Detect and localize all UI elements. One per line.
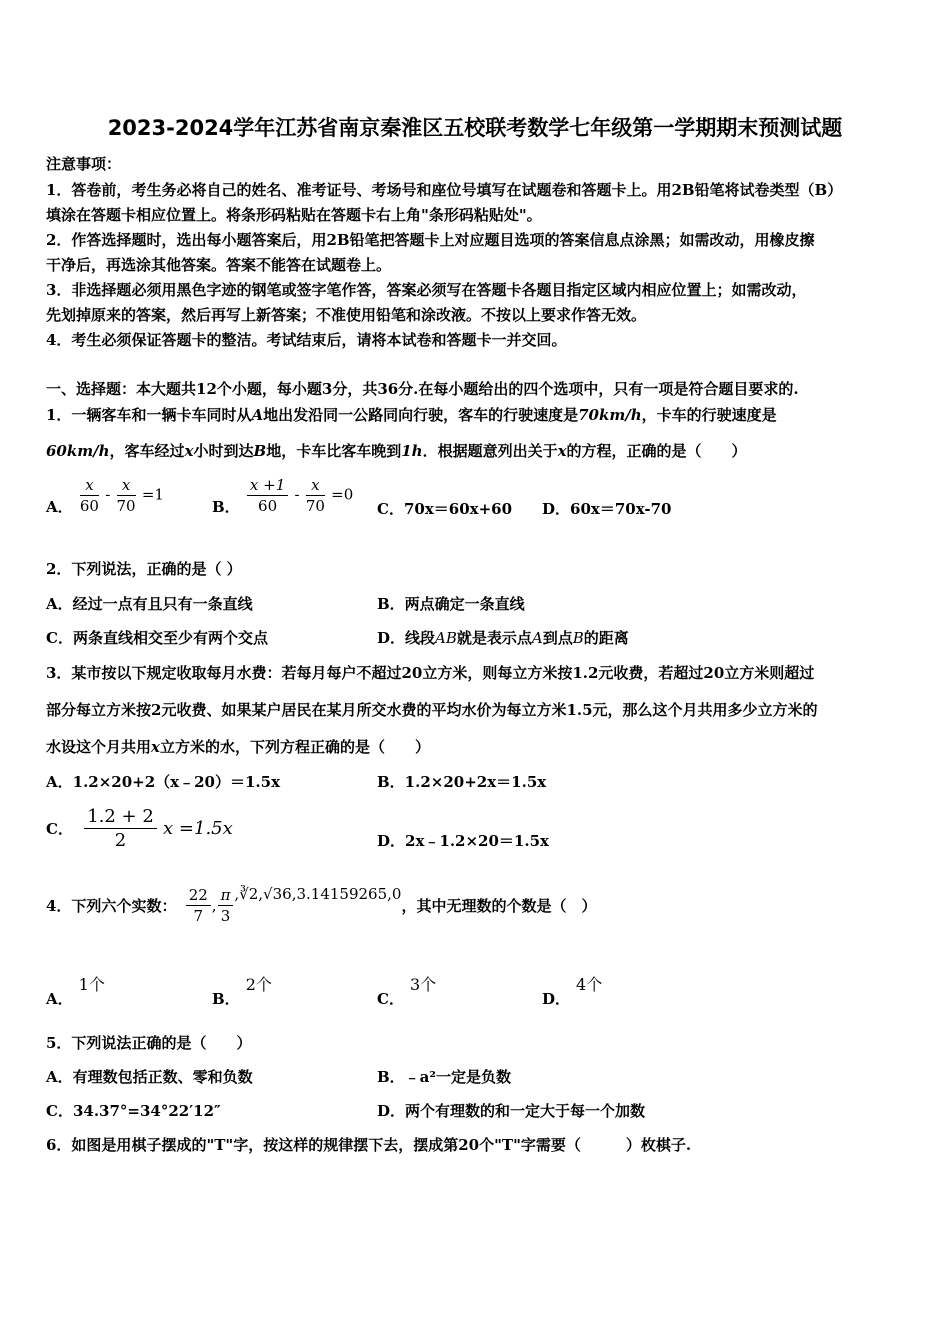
q5-stem: 5．下列说法正确的是（ ） (46, 1034, 252, 1052)
q1-option-b-frac-1-den: 60 (258, 497, 278, 515)
q4-option-b-label: B． (212, 990, 240, 1008)
q4-option-c-label: C． (377, 990, 404, 1008)
notice-line-4: 干净后，再选涂其他答案。答案不能答在试题卷上。 (46, 256, 392, 274)
q1-option-b-frac-2-den: 70 (305, 497, 325, 515)
q4-numbers: ,∛2,√36,3.14159265,0 (234, 884, 402, 903)
notice-heading: 注意事项： (46, 155, 122, 173)
q4-option-c[interactable] (377, 972, 437, 1008)
notice-line-3: 2．作答选择题时，选出每小题答案后，用2B铅笔把答题卡上对应题目选项的答案信息点涂黑；如需改动，用橡皮擦 (46, 231, 815, 249)
q1-option-a-eq: =1 (141, 485, 164, 504)
q4-option-a-label: A． (46, 990, 73, 1008)
q3-var-x: x (151, 738, 160, 756)
q1-option-a-frac-1-num: x (80, 476, 99, 496)
q1-option-a-frac-1-den: 60 (79, 497, 99, 515)
q1-option-b-label: B． (212, 498, 240, 516)
q4-comma: , (211, 896, 217, 915)
q1-option-b-frac-2 (306, 476, 325, 515)
q1-option-a[interactable] (46, 474, 164, 517)
q2-option-d-e: 到点 (542, 629, 573, 647)
q2-option-b[interactable]: B．两点确定一条直线 (377, 595, 525, 613)
q5-option-a[interactable]: A．有理数包括正数、零和负数 (46, 1068, 253, 1086)
q5-option-c[interactable]: C．34.37°=34°22′12″ (46, 1102, 221, 1120)
q2-option-d-c: 就是表示点 (456, 629, 532, 647)
q1-option-a-minus: - (105, 485, 111, 504)
q4-option-d-value: 4个 (576, 975, 603, 994)
q3-option-d[interactable]: D．2x﹣1.2×20＝1.5x (377, 832, 549, 850)
q2-option-d-g: 的距离 (583, 629, 629, 647)
q4-stem (46, 886, 596, 925)
notice-line-6: 先划掉原来的答案，然后再写上新答案；不准使用铅笔和涂改液。不按以上要求作答无效。 (46, 306, 647, 324)
notice-line-7: 4．考生必须保证答题卡的整洁。考试结束后，请将本试卷和答题卡一并交回。 (46, 331, 567, 349)
q3-option-c-rest: x =1.5x (163, 818, 233, 839)
q3-option-a[interactable]: A．1.2×20+2（x﹣20）＝1.5x (46, 773, 281, 791)
q1-option-b-frac-2-num: x (306, 476, 325, 496)
q1-option-b-eq: =0 (331, 485, 354, 504)
q4-option-a[interactable] (46, 972, 105, 1008)
q3-stem-line-3 (46, 736, 430, 757)
q3-text-c: 立方米的水，下列方程正确的是（ ） (159, 738, 430, 756)
q6-stem: 6．如图是用棋子摆成的"T"字，按这样的规律摆下去，摆成第20个"T"字需要（ ）枚棋子. (46, 1136, 692, 1154)
q3-stem-line-1: 3．某市按以下规定收取每月水费：若每月每户不超过20立方米，则每立方米按1.2元收费，若超过20立方米则超过 (46, 664, 815, 682)
q4-frac-pi-3-num: π (218, 886, 234, 906)
q2-option-d-point-b: B (572, 629, 584, 647)
q1-option-a-frac-2-num: x (117, 476, 136, 496)
q1-text-2b: ，客车经过 (109, 442, 185, 460)
q1-text-2f: 地，卡车比客车晚到 (266, 442, 402, 460)
q1-truck-speed: 60km/h (46, 442, 110, 460)
q3-text-a: 水设这个月共用 (46, 738, 152, 756)
q5-option-d[interactable]: D．两个有理数的和一定大于每一个加数 (377, 1102, 646, 1120)
q4-option-b[interactable] (212, 972, 272, 1008)
q1-text-a: 1．一辆客车和一辆卡车同时从 (46, 406, 252, 424)
q1-text-2j: 的方程，正确的是（ ） (566, 442, 747, 460)
page-title: 2023-2024学年江苏省南京秦淮区五校联考数学七年级第一学期期末预测试题 (107, 116, 843, 140)
q4-frac-22-7-num: 22 (186, 886, 211, 906)
q1-text-2d: 小时到达 (193, 442, 254, 460)
q4-stem-b: ，其中无理数的个数是（ ） (401, 897, 597, 915)
q1-text-c: 地出发沿同一公路同向行驶，客车的行驶速度是 (263, 406, 579, 424)
q1-late-time: 1h (401, 442, 423, 460)
q3-stem-line-2: 部分每立方米按2元收费、如果某户居民在某月所交水费的平均水价为每立方米1.5元，那么这个月共用多少立方米的 (46, 701, 818, 719)
q4-frac-22-7-den: 7 (193, 907, 203, 925)
q1-option-b-frac-1 (247, 476, 288, 515)
q3-option-c-frac-num: 1.2 + 2 (84, 806, 157, 829)
q4-frac-pi-3 (218, 886, 234, 925)
q1-stem-line-2 (46, 440, 747, 461)
q1-option-d[interactable]: D．60x＝70x-70 (542, 500, 672, 518)
q1-option-b[interactable] (212, 474, 353, 517)
q1-point-b: B (253, 442, 267, 460)
q2-option-d-point-a: A (531, 629, 543, 647)
q3-option-c-frac (84, 806, 157, 851)
q3-option-c-frac-den: 2 (114, 830, 127, 851)
q2-option-d-a: D．线段 (377, 629, 436, 647)
q4-option-b-value: 2个 (245, 975, 272, 994)
q4-option-c-value: 3个 (409, 975, 437, 994)
q2-stem: 2．下列说法，正确的是（ ） (46, 560, 242, 578)
q1-point-a: A (251, 406, 264, 424)
q2-option-c[interactable]: C．两条直线相交至少有两个交点 (46, 629, 268, 647)
notice-line-2: 填涂在答题卡相应位置上。将条形码粘贴在答题卡右上角"条形码粘贴处"。 (46, 206, 542, 224)
q1-option-a-frac-1 (80, 476, 99, 515)
q4-option-d[interactable] (542, 972, 603, 1008)
q3-option-c[interactable] (46, 806, 233, 851)
q1-option-a-label: A． (46, 498, 73, 516)
q2-option-a[interactable]: A．经过一点有且只有一条直线 (46, 595, 253, 613)
q1-option-b-frac-1-num: x +1 (247, 476, 288, 496)
q4-option-a-value: 1个 (78, 975, 105, 994)
q1-var-x-2: x (557, 442, 567, 460)
q1-option-b-minus: - (294, 485, 300, 504)
q1-option-a-frac-2 (117, 476, 136, 515)
notice-line-5: 3．非选择题必须用黑色字迹的钢笔或签字笔作答，答案必须写在答题卡各题目指定区域内相应位置上；如需改动， (46, 281, 807, 299)
q3-option-b[interactable]: B．1.2×20+2x＝1.5x (377, 773, 547, 791)
q4-option-d-label: D． (542, 990, 571, 1008)
q1-option-a-frac-2-den: 70 (116, 497, 136, 515)
q1-text-2h: ．根据题意列出关于 (422, 442, 558, 460)
notice-line-1: 1．答卷前，考生务必将自己的姓名、准考证号、考场号和座位号填写在试题卷和答题卡上。用2B铅笔将试卷类型（B） (46, 181, 843, 199)
q3-option-c-label: C． (46, 820, 73, 838)
q1-text-e: ，卡车的行驶速度是 (641, 406, 777, 424)
q1-stem-line-1 (46, 404, 777, 425)
q4-frac-pi-3-den: 3 (220, 907, 231, 925)
q2-option-d[interactable] (377, 627, 629, 648)
q1-var-x: x (184, 442, 194, 460)
q1-option-c[interactable]: C．70x＝60x+60 (377, 500, 513, 518)
q4-frac-22-7 (186, 886, 211, 925)
q1-bus-speed: 70km/h (578, 406, 642, 424)
q2-option-d-segment: AB (435, 629, 457, 647)
section-heading: 一、选择题：本大题共12个小题，每小题3分，共36分.在每小题给出的四个选项中，只有一项是符合题目要求的. (46, 380, 799, 398)
q5-option-b[interactable]: B．﹣a²一定是负数 (377, 1068, 511, 1086)
q4-stem-a: 4．下列六个实数： (46, 897, 177, 915)
